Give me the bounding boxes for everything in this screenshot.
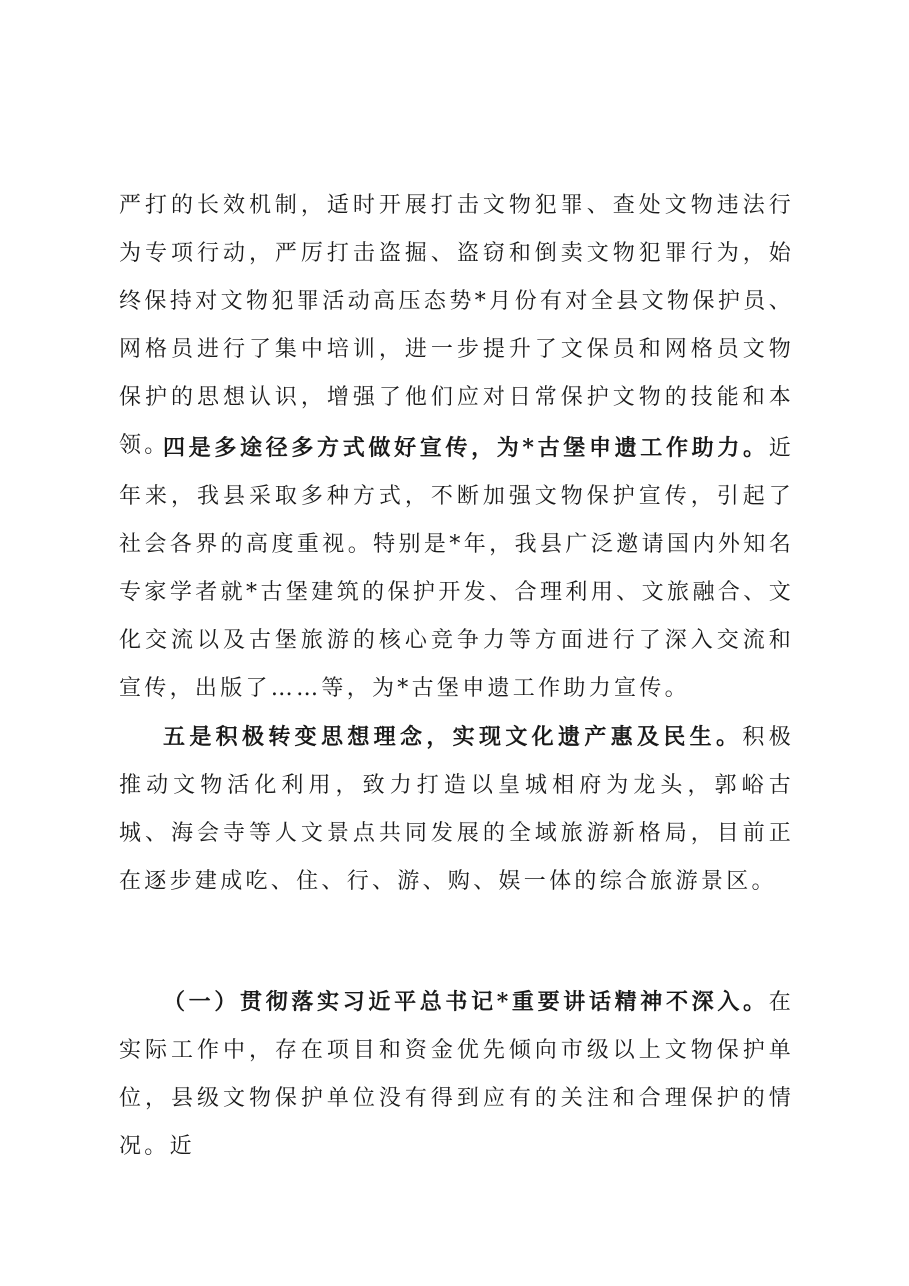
paragraph-heritage-livelihood: [119, 713, 794, 906]
paragraph-lead: （一）贯彻落实习近平总书记*重要讲话精神不深入。: [163, 989, 769, 1015]
paragraph-implementation-issue: [119, 978, 794, 1171]
paragraph-text: 在实际工作中，存在项目和资金优先倾向市级以上文物保护单位，县级文物保护单位没有得到应有的关注和合理保护的情况。近: [119, 990, 794, 1159]
paragraph-text: 严打的长效机制，适时开展打击文物犯罪、查处文物违法行为专项行动，严厉打击盗掘、盗窃和倒卖文物犯罪行为，始终保持对文物犯罪活动高压态势*月份有对全县文物保护员、网格员进行了集中培训，进一步提升了文保员和网格员文物保护的思想认识，增强了他们应对日常保护文物的技能和本领。: [119, 193, 794, 458]
paragraph-lead: 五是积极转变思想理念，实现文化遗产惠及民生。: [163, 724, 743, 750]
paragraph-text: 近年来，我县采取多种方式，不断加强文物保护宣传，引起了社会各界的高度重视。特别是*年，我县广泛邀请国内外知名专家学者就*古堡建筑的保护开发、合理利用、文旅融合、文化交流以及古堡旅游的核心竞争力等方面进行了深入交流和宣传，出版了……等，为*古堡申遗工作助力宣传。: [119, 436, 794, 701]
paragraph-lead: 四是多途径多方式做好宣传，为*古堡申遗工作助力。: [163, 435, 769, 461]
paragraph-text: 积极推动文物活化利用，致力打造以皇城相府为龙头，郭峪古城、海会寺等人文景点共同发展的全域旅游新格局，目前正在逐步建成吃、住、行、游、购、娱一体的综合旅游景区。: [119, 725, 794, 894]
paragraph-publicity: [119, 424, 794, 713]
